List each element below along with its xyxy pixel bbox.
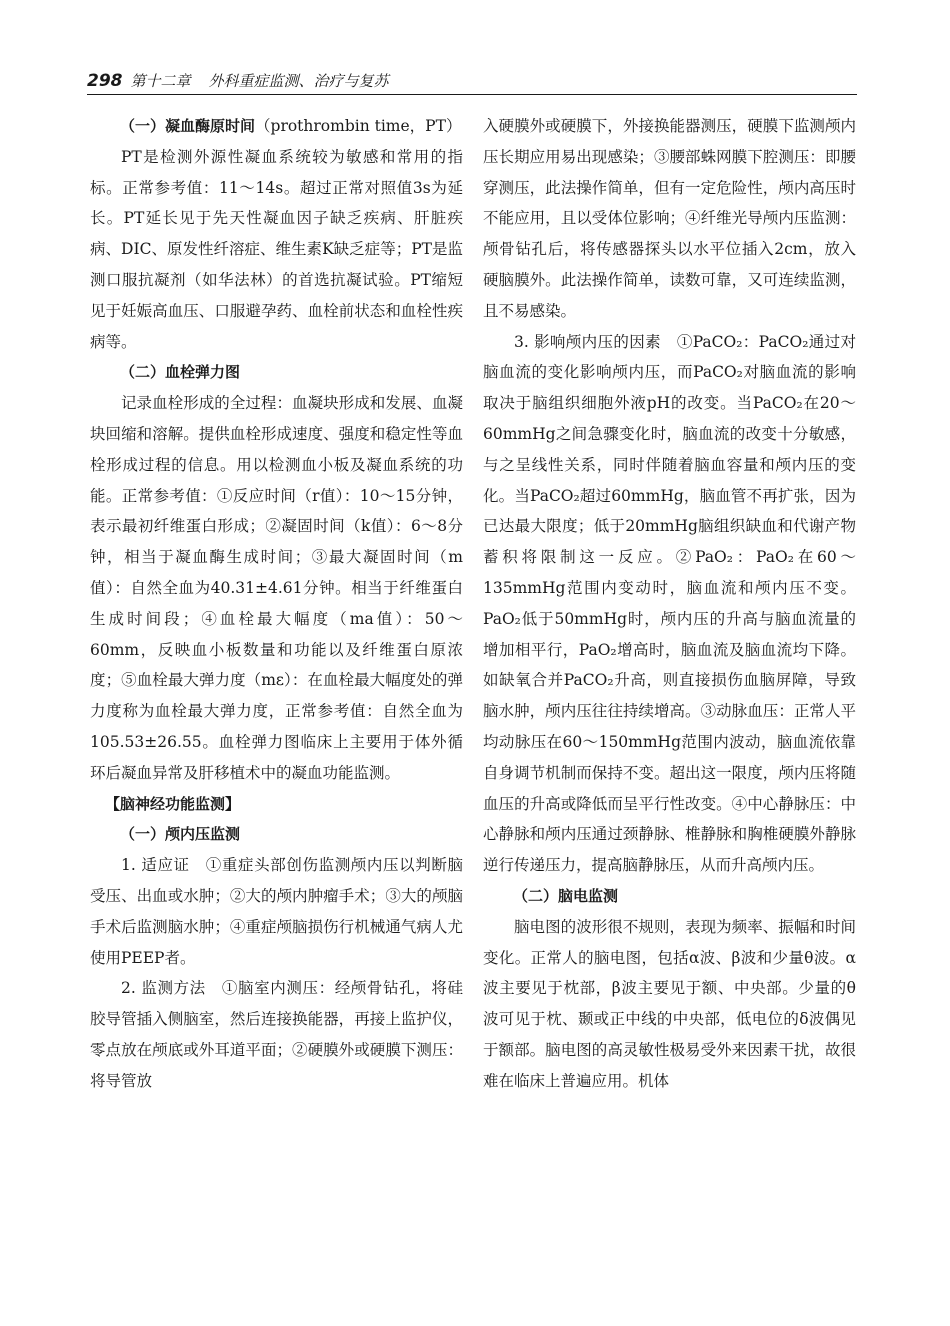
- factor-body: ①PaCO₂：PaCO₂通过对脑血流的变化影响颅内压，而PaCO₂对脑血流的影响取决于脑组织细胞外液pH的改变。当PaCO₂在20～60mmHg之间急骤变化时，脑血流的改变十分敏感，与之呈线性关系，同时伴随着脑血容量和颅内压的变化。当PaCO₂超过60mmHg，脑血管不再扩张，因为已达最大限度；低于20mmHg脑组织缺血和代谢产物蓄积将限制这一反应。②PaO₂：PaO₂在60～135mmHg范围内变动时，脑血流和颅内压不变。PaO₂低于50mmHg时，颅内压的升高与脑血流量的增加相平行，PaO₂增高时，脑血流及脑血流均下降。如缺氧合并PaCO₂升高，则直接损伤血脑屏障，导致脑水肿，颅内压往往持续增高。③动脉血压：正常人平均动脉压在60～150mmHg范围内波动，脑血流依靠自身调节机制而保持不变。超出这一限度，颅内压将随血压的升高或降低而呈平行性改变。④中心静脉压：中心静脉和颅内压通过颈静脉、椎静脉和胸椎硬膜外静脉逆行传递压力，提高脑静脉压，从而升高颅内压。: [483, 332, 856, 875]
- method-body: ①脑室内测压：经颅骨钻孔，将硅胶导管插入侧脑室，然后连接换能器，再接上监护仪，零点放在颅底或外耳道平面；②硬膜外或硬膜下测压：将导管放: [90, 979, 463, 1090]
- chapter-number: 第十二章: [130, 72, 191, 90]
- pt-body: PT是检测外源性凝血系统较为敏感和常用的指标。正常参考值：11～14s。超过正常对照值3s为延长。PT延长见于先天性凝血因子缺乏疾病、肝脏疾病、DIC、原发性纤溶症、维生素K缺乏症等；PT是监测口服抗凝剂（如华法林）的首选抗凝试验。PT缩短见于妊娠高血压、口服避孕药、血栓前状态和血栓性疾病等。: [90, 147, 463, 351]
- right-column: [483, 111, 856, 1097]
- eeg-heading: （二）脑电监测: [513, 886, 619, 905]
- method-paragraph: [90, 973, 463, 1096]
- neuro-section-heading: 【脑神经功能监测】: [105, 794, 241, 813]
- indication-paragraph: [90, 850, 463, 973]
- factor-paragraph: [483, 327, 856, 881]
- page-number: 298: [87, 71, 123, 91]
- teg-heading: （二）血栓弹力图: [120, 363, 241, 382]
- chapter-title: 外科重症监测、治疗与复苏: [208, 72, 389, 90]
- running-header: [87, 70, 857, 95]
- indication-label: 1. 适应证: [121, 856, 190, 875]
- factor-label: 3. 影响颅内压的因素: [514, 332, 661, 351]
- left-column: [90, 111, 463, 1097]
- pt-heading-english: （prothrombin time，PT）: [255, 117, 462, 135]
- pt-heading: （一）凝血酶原时间: [120, 117, 256, 135]
- pt-heading-paragraph: [90, 111, 463, 142]
- eeg-body: 脑电图的波形很不规则，表现为频率、振幅和时间变化。正常人的脑电图，包括α波、β波和少量θ波。α波主要见于枕部，β波主要见于额、中央部。少量的θ波可见于枕、颞或正中线的中央部，低电位的δ波偶见于额部。脑电图的高灵敏性极易受外来因素干扰，故很难在临床上普遍应用。机体: [483, 917, 856, 1090]
- method-continuation: 入硬膜外或硬膜下，外接换能器测压，硬膜下监测颅内压长期应用易出现感染；③腰部蛛网膜下腔测压：即腰穿测压，此法操作简单，但有一定危险性，颅内高压时不能应用，且以受体位影响；④纤维光导颅内压监测：颅骨钻孔后，将传感器探头以水平位插入2cm，放入硬脑膜外。此法操作简单，读数可靠，又可连续监测，且不易感染。: [483, 117, 856, 320]
- icp-heading: （一）颅内压监测: [120, 825, 241, 844]
- indication-body: ①重症头部创伤监测颅内压以判断脑受压、出血或水肿；②大的颅内肿瘤手术；③大的颅脑手术后监测脑水肿；④重症颅脑损伤行机械通气病人尤使用PEEP者。: [90, 856, 463, 967]
- method-label: 2. 监测方法: [121, 979, 206, 998]
- teg-body: 记录血栓形成的全过程：血凝块形成和发展、血凝块回缩和溶解。提供血栓形成速度、强度和稳定性等血栓形成过程的信息。用以检测血小板及凝血系统的功能。正常参考值：①反应时间（r值）：10～15分钟，表示最初纤维蛋白形成；②凝固时间（k值）：6～8分钟，相当于凝血酶生成时间；③最大凝固时间（m值）：自然全血为40.31±4.61分钟。相当于纤维蛋白生成时间段；④血栓最大幅度（ma值）：50～60mm，反映血小板数量和功能以及纤维蛋白原浓度；⑤血栓最大弹力度（mε）：在血栓最大幅度处的弹力度称为血栓最大弹力度，正常参考值：自然全血为105.53±26.55。血栓弹力图临床上主要用于体外循环后凝血异常及肝移植术中的凝血功能监测。: [90, 394, 463, 782]
